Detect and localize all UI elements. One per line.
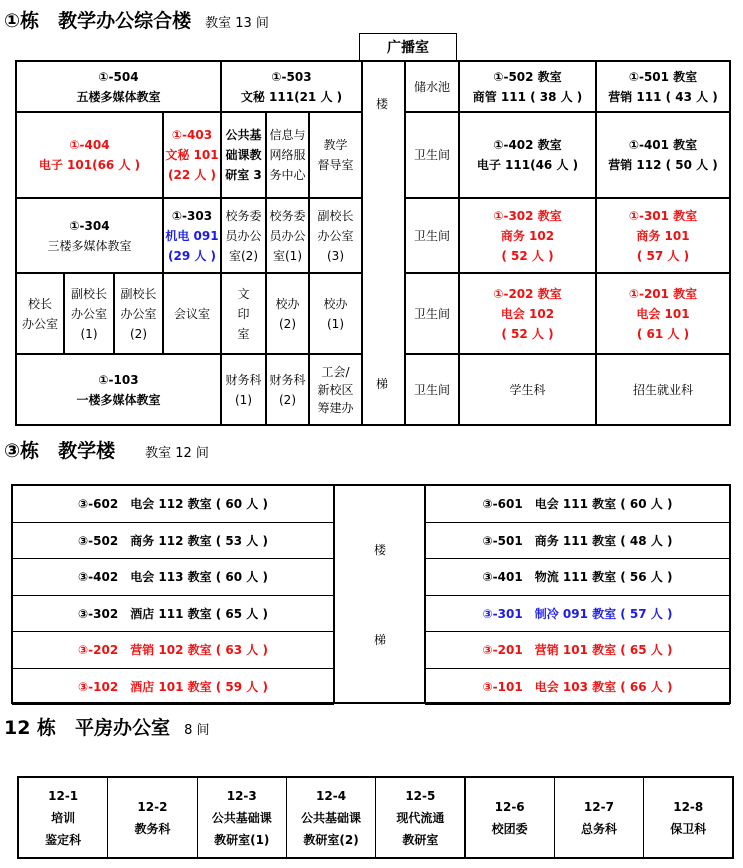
- line: 校务委: [225, 208, 262, 223]
- print-room: [221, 273, 266, 354]
- room-label: 公共基础课: [301, 810, 362, 825]
- line: 储水池: [413, 79, 450, 94]
- room-number: ①-303: [171, 208, 213, 223]
- building3-classroom-count: 教室 12 间: [145, 446, 209, 461]
- line: (1): [327, 316, 344, 331]
- room-number: 12-8: [673, 799, 704, 814]
- line: 办公室: [21, 316, 58, 331]
- room-number: ①-304: [69, 218, 110, 233]
- line: 副校长: [70, 286, 107, 301]
- room-number: ①-502 教室: [493, 69, 562, 84]
- room-12-2: [107, 777, 197, 858]
- room-label: ③-102 酒店 101 教室 ( 59 人 ): [78, 679, 268, 694]
- student-affairs-office: [459, 354, 596, 425]
- line: 务中心: [269, 168, 306, 182]
- line: 室(1): [273, 248, 302, 263]
- vice-principal-office-1: [64, 273, 114, 354]
- room-label: ③-201 营销 101 教室 ( 65 人 ): [482, 643, 673, 658]
- line: 办公室: [70, 306, 107, 321]
- room-capacity: ( 57 人 ): [636, 248, 690, 263]
- line: (3): [327, 248, 344, 263]
- restroom-2f: [405, 273, 459, 354]
- building12-room-count: 8 间: [184, 723, 210, 738]
- line: 卫生间: [413, 228, 450, 243]
- finance-office-2: [266, 354, 309, 425]
- room-label: 商管 111 ( 38 人 ): [472, 89, 583, 104]
- room-number: 12-1: [48, 788, 79, 803]
- room-label: ③-601 电会 111 教室 ( 60 人 ): [482, 497, 673, 512]
- broadcast-room: [359, 33, 457, 62]
- line: (1): [235, 392, 252, 407]
- line: 筹建办: [317, 400, 354, 415]
- room-3-right-2: [425, 558, 730, 596]
- school-office-2: [266, 273, 309, 354]
- room-capacity: (22 人 ): [167, 168, 217, 182]
- room-label: 三楼多媒体教室: [47, 238, 132, 253]
- room-3-right-0: [425, 485, 730, 523]
- line: 会议室: [173, 306, 210, 321]
- room-1-402: [459, 112, 596, 198]
- line: 印: [237, 306, 250, 321]
- room-1-401: [596, 112, 730, 198]
- room-1-404: [16, 112, 163, 198]
- line: 财务科: [269, 372, 306, 387]
- admissions-employment-office: [596, 354, 730, 425]
- room-label: ③-202 营销 102 教室 ( 63 人 ): [78, 643, 268, 658]
- building12-title: [4, 713, 209, 740]
- building3-title: [4, 436, 209, 463]
- line: 卫生间: [413, 382, 450, 397]
- room-label: 电会 101: [636, 306, 690, 321]
- line: 招生就业科: [632, 382, 693, 397]
- union-new-campus-office: [309, 354, 362, 425]
- restroom-3f: [405, 198, 459, 273]
- room-1-501: [596, 61, 730, 112]
- building1-title: [4, 6, 269, 33]
- building3-title-text: ③栋 教学楼: [4, 440, 116, 462]
- room-label: ③-402 电会 113 教室 ( 60 人 ): [78, 570, 268, 585]
- room-label: 公共基础课: [211, 810, 272, 825]
- line: 办公室: [120, 306, 157, 321]
- room-label: 五楼多媒体教室: [76, 89, 161, 104]
- line: (1): [80, 326, 98, 341]
- room-label: 营销 111 ( 43 人 ): [608, 89, 718, 104]
- room-label: 总务科: [580, 821, 617, 836]
- room-capacity: ( 52 人 ): [501, 248, 554, 263]
- room-label: 鉴定科: [45, 832, 82, 847]
- room-3-right-3: [425, 595, 730, 633]
- room-label: ③-401 物流 111 教室 ( 56 人 ): [482, 570, 673, 585]
- room-label: ③-502 商务 112 教室 ( 53 人 ): [78, 533, 268, 548]
- room-1-502: [459, 61, 596, 112]
- finance-office-1: [221, 354, 266, 425]
- room-label: 电子 111(46 人 ): [476, 158, 579, 172]
- room-label: 校团委: [491, 821, 528, 836]
- line: 信息与: [269, 128, 306, 142]
- room-3-right-1: [425, 522, 730, 560]
- room-label: 教务科: [134, 821, 171, 836]
- room-1-504: [16, 61, 221, 112]
- room-label: ③-602 电会 112 教室 ( 60 人 ): [78, 497, 268, 512]
- room-label: 电会 102: [500, 306, 555, 321]
- room-number: ①-504: [98, 69, 139, 84]
- room-12-6: [465, 777, 555, 858]
- line: 公共基: [225, 128, 262, 142]
- stair-char: 楼: [374, 543, 387, 557]
- room-number: 12-3: [226, 788, 257, 803]
- line: 校长: [27, 296, 52, 311]
- room-number: ①-503: [271, 69, 312, 84]
- school-committee-office-1: [266, 198, 309, 273]
- room-3-right-5: [425, 668, 730, 706]
- room-number: ①-201 教室: [628, 286, 698, 301]
- room-label: 教研室: [402, 832, 439, 847]
- room-3-left-5: [12, 668, 334, 706]
- stair-char: 楼: [376, 97, 389, 111]
- line: 工会/: [321, 364, 350, 379]
- room-3-left-0: [12, 485, 334, 523]
- stair-char: 梯: [374, 633, 387, 647]
- line: 础课教: [225, 148, 262, 162]
- vice-principal-office-3: [309, 198, 362, 273]
- room-label: ③-101 电会 103 教室 ( 66 人 ): [482, 679, 673, 694]
- teaching-supervision-room: [309, 112, 362, 198]
- principal-office: [16, 273, 64, 354]
- building1-classroom-count: 教室 13 间: [205, 16, 269, 31]
- room-1-202: [459, 273, 596, 354]
- room-label: 机电 091: [165, 228, 219, 243]
- room-label: 文秘 111(21 人 ): [240, 89, 343, 104]
- room-3-left-1: [12, 522, 334, 560]
- broadcast-room-label: 广播室: [387, 39, 429, 56]
- building12-title-text: 12 栋 平房办公室: [4, 717, 171, 739]
- room-1-302: [459, 198, 596, 273]
- room-1-103: [16, 354, 221, 425]
- room-label: 商务 101: [636, 228, 690, 243]
- room-label: ③-301 制冷 091 教室 ( 57 人 ): [482, 606, 673, 621]
- room-number: 12-5: [405, 788, 436, 803]
- room-number: ①-404: [69, 138, 110, 152]
- public-basic-teaching-room-3: [221, 112, 266, 198]
- room-1-201: [596, 273, 730, 354]
- line: 室: [237, 326, 250, 341]
- building3-stairwell: [334, 485, 425, 703]
- room-capacity: (29 人 ): [167, 248, 217, 263]
- stair-char: 梯: [376, 377, 389, 391]
- line: (2): [279, 316, 296, 331]
- room-number: 12-2: [137, 799, 168, 814]
- room-number: ①-103: [98, 372, 139, 387]
- info-network-center: [266, 112, 309, 198]
- room-number: ①-501 教室: [628, 69, 698, 84]
- room-12-7: [554, 777, 644, 858]
- room-number: ①-202 教室: [493, 286, 562, 301]
- room-1-403: [163, 112, 221, 198]
- room-capacity: ( 61 人 ): [636, 326, 690, 341]
- room-label: 现代流通: [396, 810, 445, 825]
- room-number: ①-302 教室: [493, 208, 562, 223]
- room-3-left-3: [12, 595, 334, 633]
- room-label: 教研室(1): [214, 832, 270, 847]
- line: 研室 3: [225, 168, 262, 182]
- room-label: 商务 102: [500, 228, 555, 243]
- line: 校务委: [269, 208, 306, 223]
- line: 副校长: [120, 286, 157, 301]
- room-number: ①-301 教室: [628, 208, 698, 223]
- meeting-room: [163, 273, 221, 354]
- line: (2): [130, 326, 147, 341]
- room-number: ①-403: [171, 128, 213, 142]
- building1-title-text: ①栋 教学办公综合楼: [4, 10, 192, 32]
- room-label: 一楼多媒体教室: [76, 392, 161, 407]
- room-12-8: [643, 777, 733, 858]
- room-number: 12-4: [316, 788, 347, 803]
- room-1-303: [163, 198, 221, 273]
- room-12-5: [375, 777, 465, 858]
- water-tank: [405, 61, 459, 112]
- room-1-304: [16, 198, 163, 273]
- line: 员办公: [225, 228, 262, 243]
- room-number: ①-401 教室: [628, 138, 698, 152]
- line: 卫生间: [413, 306, 450, 321]
- line: 文: [237, 286, 250, 301]
- line: 财务科: [225, 372, 262, 387]
- room-number: 12-7: [583, 799, 614, 814]
- line: 办公室: [317, 228, 354, 243]
- line: 督导室: [317, 158, 354, 172]
- line: 网络服: [269, 148, 306, 162]
- line: 学生科: [509, 382, 546, 397]
- line: 员办公: [269, 228, 306, 243]
- room-label: 文秘 101: [165, 148, 219, 162]
- line: (2): [279, 392, 296, 407]
- line: 新校区: [317, 382, 354, 397]
- restroom-4f: [405, 112, 459, 198]
- room-label: ③-302 酒店 111 教室 ( 65 人 ): [78, 606, 268, 621]
- room-number: 12-6: [494, 799, 525, 814]
- room-number: ①-402 教室: [493, 138, 562, 152]
- school-committee-office-2: [221, 198, 266, 273]
- building1-stairwell: [362, 61, 405, 425]
- room-1-503: [221, 61, 362, 112]
- room-3-left-2: [12, 558, 334, 596]
- room-12-1: [18, 777, 108, 858]
- room-label: 营销 112 ( 50 人 ): [608, 158, 718, 172]
- school-office-1: [309, 273, 362, 354]
- room-label: 教研室(2): [303, 832, 359, 847]
- room-12-3: [197, 777, 287, 858]
- room-12-4: [286, 777, 376, 858]
- room-label: 电子 101(66 人 ): [38, 158, 141, 172]
- room-3-left-4: [12, 631, 334, 669]
- vice-principal-office-2: [114, 273, 163, 354]
- line: 卫生间: [413, 148, 450, 162]
- room-1-301: [596, 198, 730, 273]
- room-capacity: ( 52 人 ): [501, 326, 554, 341]
- room-label: 培训: [51, 810, 76, 825]
- line: 室(2): [229, 248, 258, 263]
- room-label: 保卫科: [670, 821, 707, 836]
- line: 校办: [323, 296, 348, 311]
- line: 副校长: [317, 208, 354, 223]
- room-3-right-4: [425, 631, 730, 669]
- room-label: ③-501 商务 111 教室 ( 48 人 ): [482, 533, 673, 548]
- line: 教学: [323, 138, 348, 152]
- restroom-1f: [405, 354, 459, 425]
- line: 校办: [275, 296, 300, 311]
